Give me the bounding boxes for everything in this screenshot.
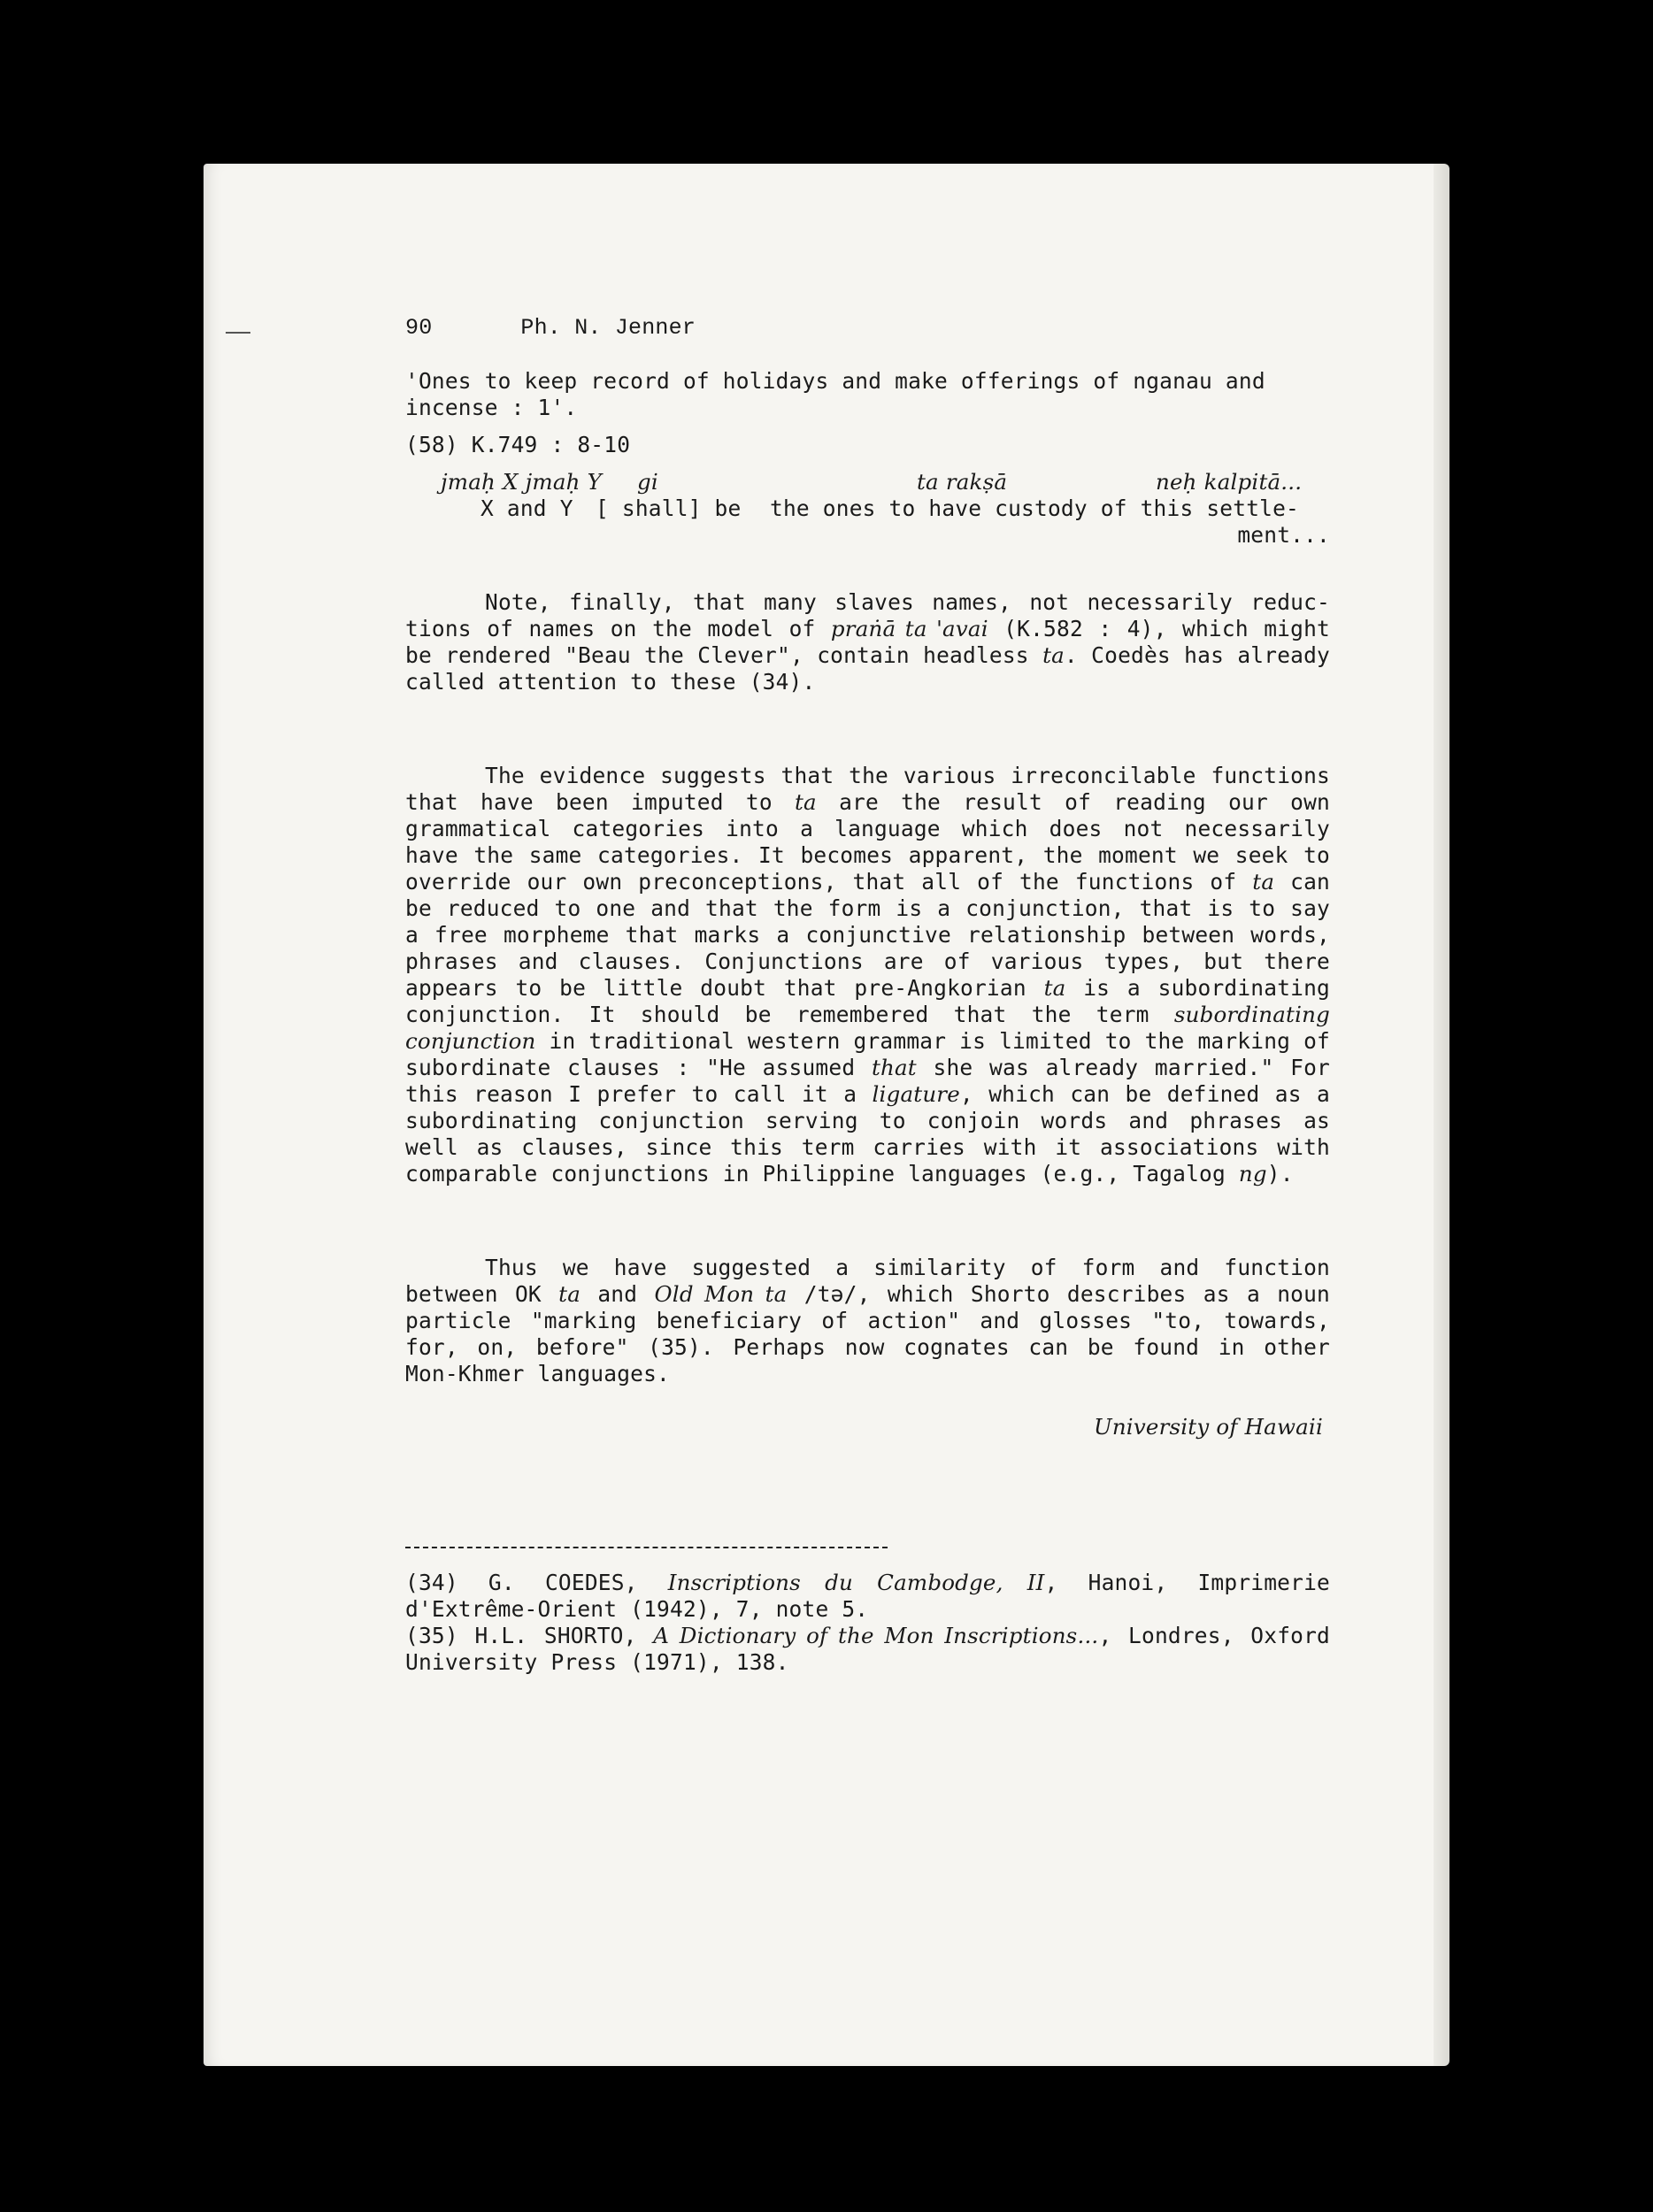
author-name: Ph. N. Jenner [520, 315, 696, 341]
example-translation [405, 495, 1330, 522]
translation-part: the ones to have custody of this settle- [770, 495, 1300, 521]
gloss-word: ta rakṣā [917, 469, 1008, 495]
example-gloss [405, 469, 1330, 495]
footnote-rule [405, 1547, 888, 1548]
translation-end: ment... [1237, 522, 1330, 548]
page-edge [1434, 164, 1449, 2066]
example-ref: (58) K.749 : 8-10 [405, 432, 631, 457]
footnote-34: (34) G. COEDES, Inscriptions du Cambodge, II, Hanoi, Imprimerie d'Extrême-Orient (1942), 7, note 5. [405, 1570, 1330, 1622]
gloss-word: neḥ kalpitā... [1156, 469, 1303, 495]
paragraph-slave-names: Note, finally, that many slaves names, not necessarily reduc- tions of names on the model of praṅā ta 'avai (K.582 : 4), which might be rendered "Beau the Clever", contain headless ta. Coedès has already called attention to these (34). [405, 589, 1330, 695]
margin-mark [226, 332, 250, 334]
translation-part: X and Y [481, 495, 573, 521]
paragraph-conclusion: Thus we have suggested a similarity of form and function between OK ta and Old Mon ta /tə/, which Shorto describes as a noun particle "marking beneficiary of action" and glosses "to, towards, for, on, before" (35). Perhaps now cognates can be found in other Mon-Khmer languages. [405, 1255, 1331, 1386]
running-header [405, 315, 1330, 342]
author-affiliation: University of Hawaii [1093, 1414, 1323, 1440]
footnote-35: (35) H.L. SHORTO, A Dictionary of the Mon Inscriptions..., Londres, Oxford University Press (1971), 138. [405, 1623, 1330, 1675]
page-content [405, 315, 1330, 1676]
page-number: 90 [405, 315, 433, 341]
intro-line: 'Ones to keep record of holidays and make offerings of nganau and [405, 368, 1265, 394]
translation-part: [ shall] be [596, 495, 742, 521]
gloss-word: jmaḥ X jmaḥ Y [441, 469, 603, 495]
paragraph-evidence: The evidence suggests that the various irreconcilable functions that have been imputed to ta are the result of reading our own grammatical categories into a language which does not necessarily have the same categories. It becomes apparent, the moment we seek to override our own preconceptions, that all of the functions of ta can be reduced to one and that the form is a conjunction, that is to say a free morpheme that marks a conjunctive relationship between words, phrases and clauses. Conjunctions are of various types, but there appears to be little doubt that pre-Angkorian ta is a subordinating conjunction. It should be remembered that the term subordinating conjunction in traditional western grammar is limited to the marking of subordinate clauses : "He assumed that she was already married." For this reason I prefer to call it a ligature, which can be defined as a subordinating conjunction serving to conjoin words and phrases as well as clauses, since this term carries with it associations with comparable conjunctions in Philippine languages (e.g., Tagalog ng). [405, 763, 1330, 1187]
gloss-word: gi [637, 469, 658, 495]
intro-line-2: incense : 1'. [405, 395, 578, 420]
